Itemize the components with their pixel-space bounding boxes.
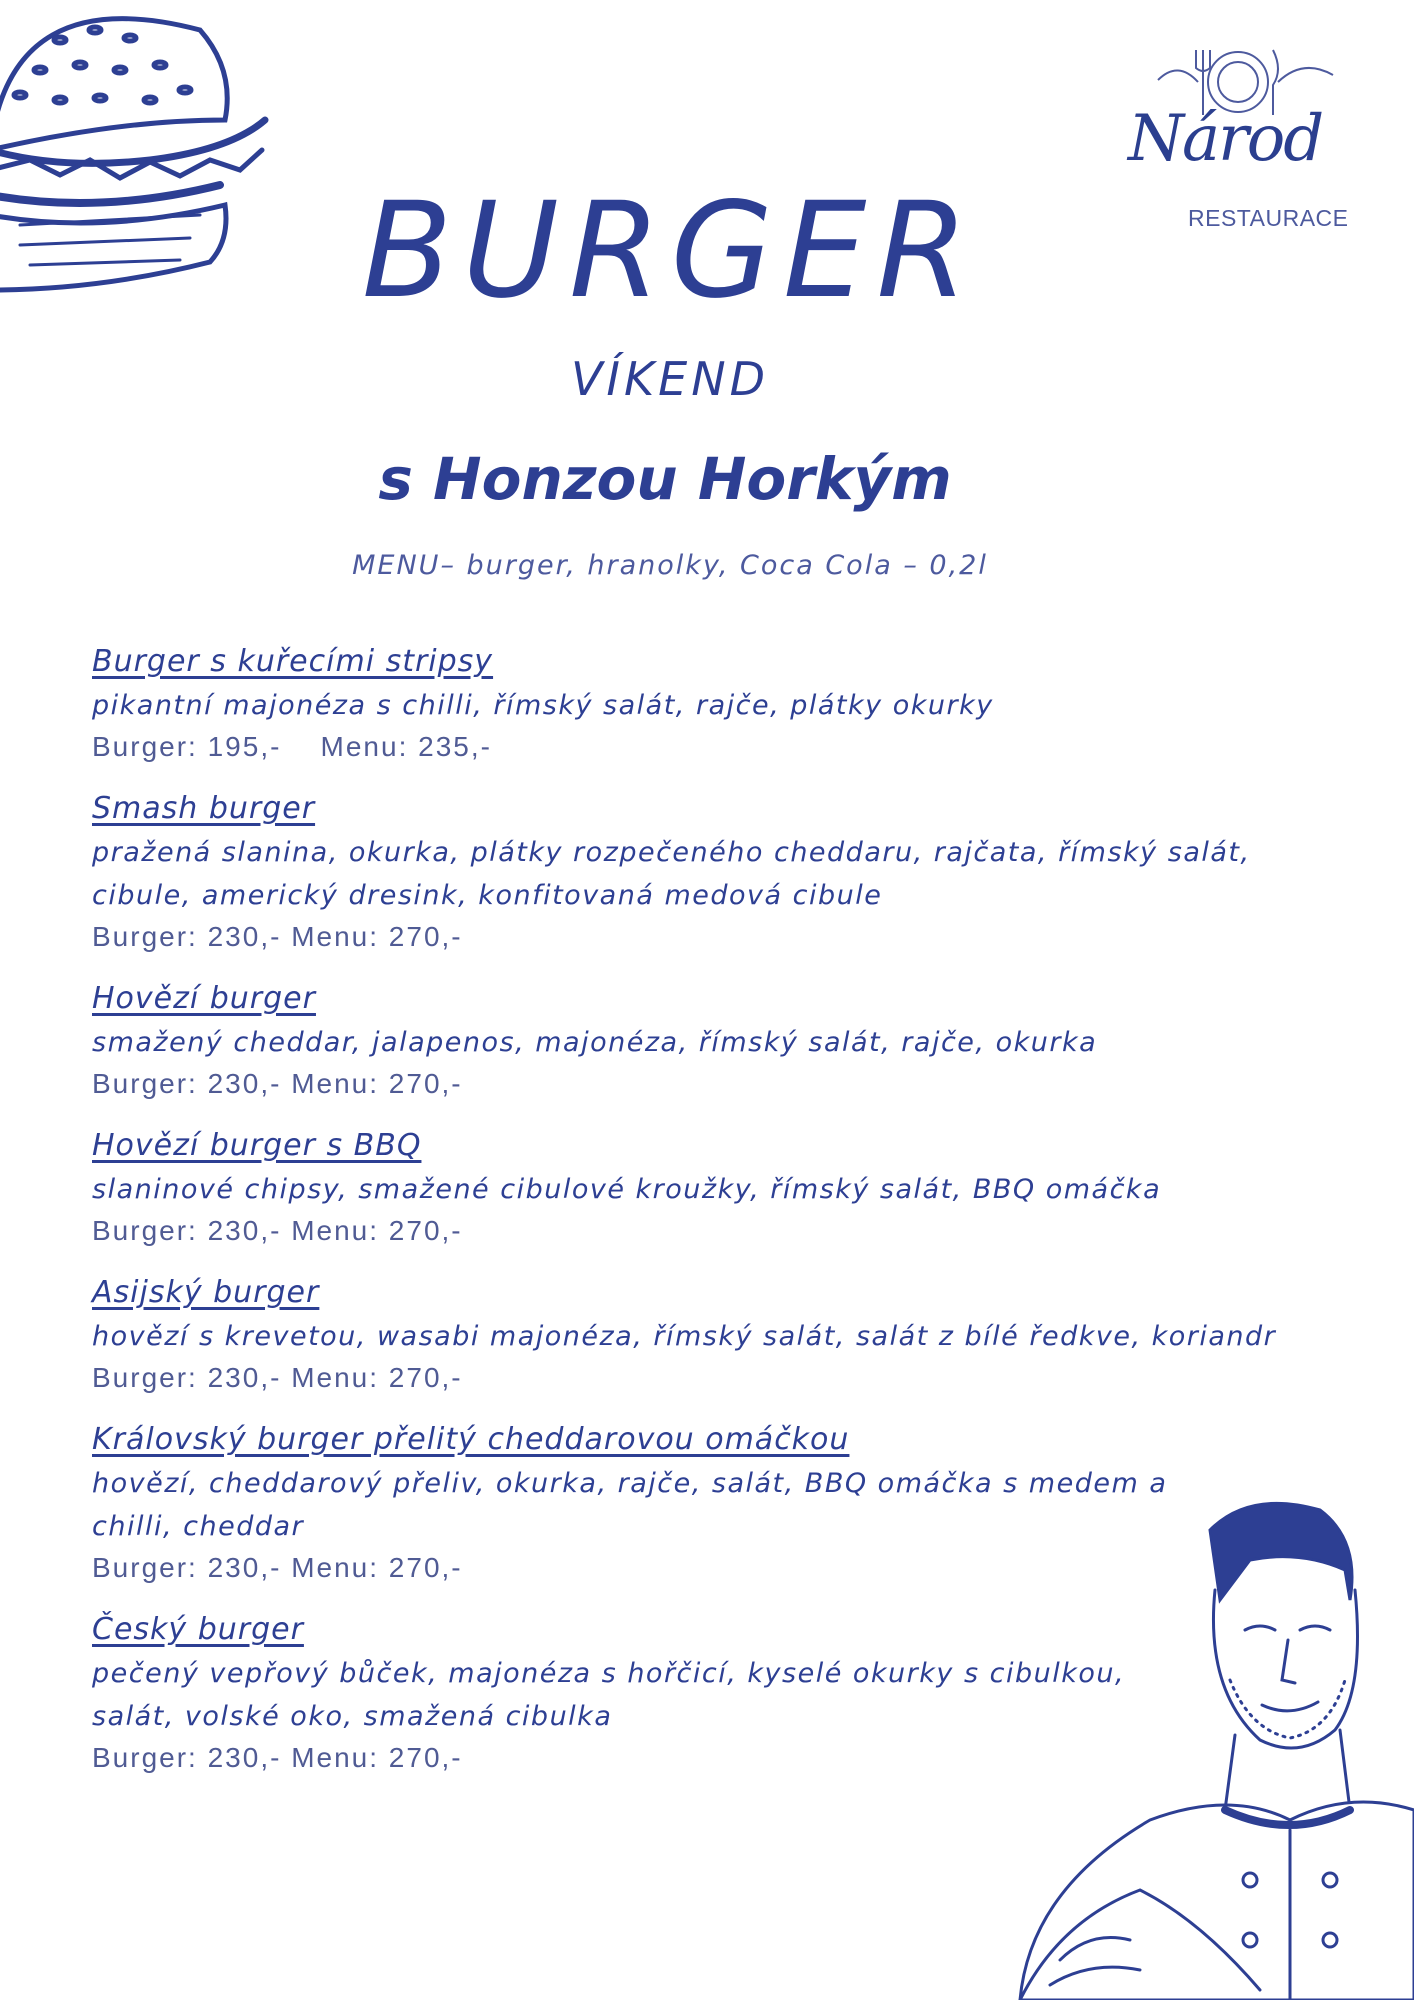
logo-subtitle: RESTAURACE: [1188, 205, 1349, 231]
item-name: Smash burger: [92, 791, 316, 826]
item-name: Asijský burger: [92, 1275, 320, 1310]
item-name: Královský burger přelitý cheddarovou omáčkou: [92, 1422, 850, 1457]
item-description: hovězí, cheddarový přeliv, okurka, rajče, salát, BBQ omáčka s medem a chilli, cheddar: [92, 1468, 1168, 1542]
chef-portrait-illustration: [1000, 1490, 1414, 2000]
item-description: smažený cheddar, jalapenos, majonéza, římský salát, rajče, okurka: [92, 1027, 1098, 1058]
item-price: Burger: 230,- Menu: 270,-: [92, 1215, 463, 1246]
menu-item: [92, 977, 1342, 1104]
menu-note: MENU– burger, hranolky, Coca Cola – 0,2l: [352, 550, 988, 581]
item-price: Burger: 230,- Menu: 270,-: [92, 1552, 463, 1583]
item-description: pražená slanina, okurka, plátky rozpečeného cheddaru, rajčata, římský salát, cibule, americký dresink, konfitovaná medová cibule: [92, 837, 1251, 911]
item-price: Burger: 230,- Menu: 270,-: [92, 921, 463, 952]
host-line: s Honzou Horkým: [378, 445, 952, 513]
item-description: hovězí s krevetou, wasabi majonéza, římský salát, salát z bílé ředkve, koriandr: [92, 1321, 1277, 1352]
page-subtitle: VÍKEND: [570, 352, 770, 406]
item-name: Burger s kuřecími stripsy: [92, 644, 494, 679]
item-name: Hovězí burger s BBQ: [92, 1128, 422, 1163]
item-description: pečený vepřový bůček, majonéza s hořčicí, kyselé okurky s cibulkou, salát, volské oko, smažená cibulka: [92, 1658, 1126, 1732]
menu-item: [92, 1271, 1342, 1398]
item-description: slaninové chipsy, smažené cibulové kroužky, římský salát, BBQ omáčka: [92, 1174, 1162, 1205]
item-price: Burger: 195,- Menu: 235,-: [92, 731, 492, 762]
item-name: Hovězí burger: [92, 981, 316, 1016]
menu-item: [92, 1124, 1342, 1251]
item-name: Český burger: [92, 1612, 304, 1647]
page-title: BURGER: [361, 174, 979, 328]
menu-item: [92, 640, 1342, 767]
item-price: Burger: 230,- Menu: 270,-: [92, 1742, 463, 1773]
item-price: Burger: 230,- Menu: 270,-: [92, 1362, 463, 1393]
menu-item: [92, 787, 1342, 957]
item-price: Burger: 230,- Menu: 270,-: [92, 1068, 463, 1099]
item-description: pikantní majonéza s chilli, římský salát, rajče, plátky okurky: [92, 690, 994, 721]
logo-brand: Národ: [1128, 102, 1323, 176]
